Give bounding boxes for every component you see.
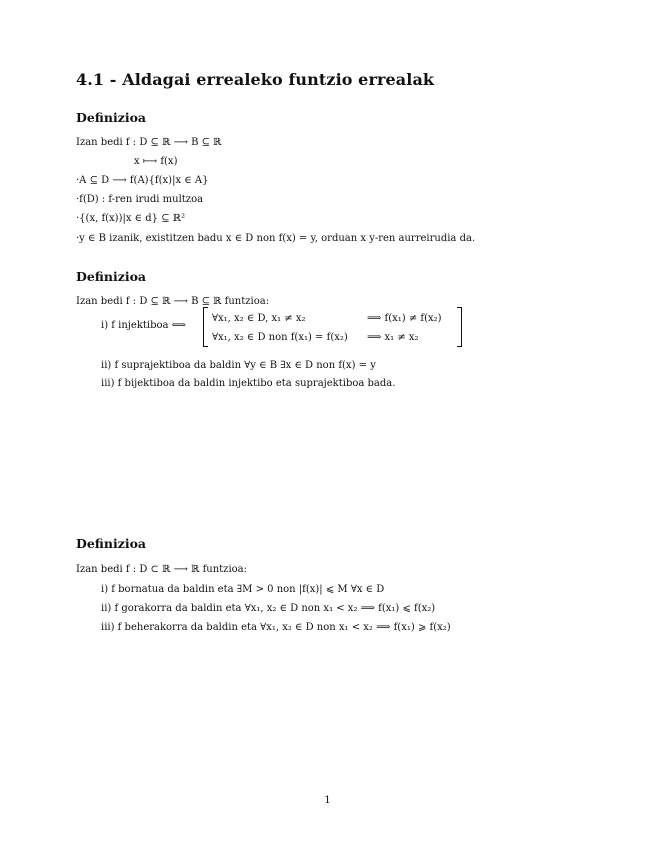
def1-line-1: Izan bedi f : D ⊆ ℝ ⟶ B ⊆ ℝ bbox=[76, 137, 222, 148]
page-number: 1 bbox=[324, 795, 331, 806]
definition-2-heading: Definizioa bbox=[76, 269, 147, 284]
matrix-row-1-right: ⟹ f(x₁) ≠ f(x₂) bbox=[367, 313, 442, 324]
matrix-right-bracket bbox=[457, 307, 462, 347]
def1-line-5: ·{(x, f(x))|x ∈ d} ⊆ ℝ² bbox=[76, 213, 186, 224]
def1-line-4: ·f(D) : f-ren irudi multzoa bbox=[76, 194, 204, 205]
def2-item-i-label: i) f injektiboa ⟺ bbox=[101, 320, 186, 331]
section-title: 4.1 - Aldagai errealeko funtzio errealak bbox=[76, 70, 435, 89]
matrix-row-2-left: ∀x₁, x₂ ∈ D non f(x₁) = f(x₂) bbox=[212, 332, 348, 343]
def1-line-3: ·A ⊆ D ⟶ f(A){f(x)|x ∈ A} bbox=[76, 175, 209, 186]
matrix-row-2-right: ⟹ x₁ ≠ x₂ bbox=[367, 332, 419, 343]
matrix-row-1-left: ∀x₁, x₂ ∈ D, x₁ ≠ x₂ bbox=[212, 313, 306, 324]
def1-line-6: ·y ∈ B izanik, existitzen badu x ∈ D non f(x) = y, orduan x y-ren aurreirudia da. bbox=[76, 233, 476, 244]
def3-intro: Izan bedi f : D ⊂ ℝ ⟶ ℝ funtzioa: bbox=[76, 564, 247, 575]
definition-1-heading: Definizioa bbox=[76, 110, 147, 125]
def1-line-2: x ⟼ f(x) bbox=[134, 156, 178, 167]
def3-item-iii: iii) f beherakorra da baldin eta ∀x₁, x₂ ∈ D non x₁ < x₂ ⟹ f(x₁) ⩾ f(x₂) bbox=[101, 622, 451, 633]
def3-item-i: i) f bornatua da baldin eta ∃M > 0 non |f(x)| ⩽ M ∀x ∈ D bbox=[101, 584, 385, 595]
definition-3-heading: Definizioa bbox=[76, 536, 147, 551]
def3-item-ii: ii) f gorakorra da baldin eta ∀x₁, x₂ ∈ D non x₁ < x₂ ⟹ f(x₁) ⩽ f(x₂) bbox=[101, 603, 436, 614]
def2-item-iii: iii) f bijektiboa da baldin injektibo eta suprajektiboa bada. bbox=[101, 378, 396, 389]
matrix-left-bracket bbox=[203, 307, 208, 347]
def2-item-ii: ii) f suprajektiboa da baldin ∀y ∈ B ∃x ∈ D non f(x) = y bbox=[101, 360, 376, 371]
def2-intro: Izan bedi f : D ⊆ ℝ ⟶ B ⊆ ℝ funtzioa: bbox=[76, 296, 270, 307]
